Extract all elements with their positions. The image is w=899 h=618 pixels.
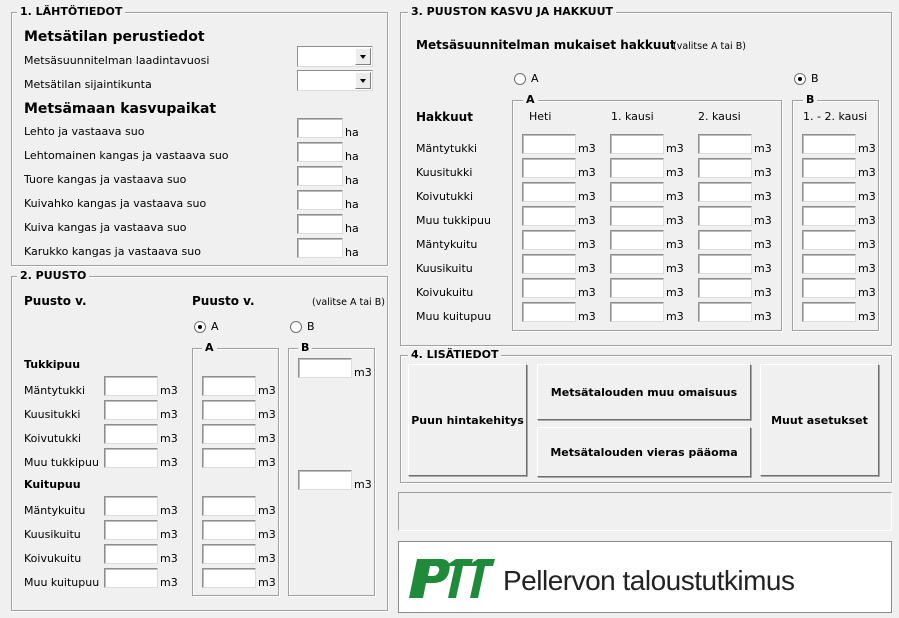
muut-asetukset-button[interactable]: Muut asetukset	[760, 364, 879, 476]
perustiedot-title: Metsätilan perustiedot	[24, 29, 205, 45]
unit-ha: ha	[345, 174, 359, 187]
site-label: Kuiva kangas ja vastaava suo	[24, 221, 187, 234]
kasvupaikat-title: Metsämaan kasvupaikat	[24, 101, 217, 117]
hakkuu-input[interactable]	[522, 206, 576, 226]
unit-m3: m3	[354, 366, 372, 379]
puusto-input[interactable]	[104, 520, 158, 540]
unit-m3: m3	[754, 142, 772, 155]
puusto-a-input[interactable]	[202, 376, 256, 396]
puun-hintakehitys-button[interactable]: Puun hintakehitys	[408, 364, 527, 476]
unit-m3: m3	[666, 190, 684, 203]
unit-m3: m3	[754, 310, 772, 323]
chevron-down-icon[interactable]	[355, 72, 371, 89]
hakkuu-input[interactable]	[522, 182, 576, 202]
unit-m3: m3	[160, 552, 178, 565]
hakkuut-main-title: Metsäsuunnitelman mukaiset hakkuut	[416, 38, 676, 52]
radio-b-label: B	[811, 72, 819, 85]
unit-ha: ha	[345, 198, 359, 211]
hakkuut-label: Hakkuut	[416, 110, 473, 124]
unit-m3: m3	[258, 456, 276, 469]
puusto-input[interactable]	[104, 400, 158, 420]
unit-m3: m3	[160, 384, 178, 397]
hakkuu-row-label: Koivukuitu	[416, 286, 474, 299]
unit-m3: m3	[160, 528, 178, 541]
unit-m3: m3	[754, 166, 772, 179]
puusto-b-input[interactable]	[298, 470, 352, 490]
unit-m3: m3	[578, 262, 596, 275]
hakkuu-input[interactable]	[610, 302, 664, 322]
hakkuut-radio-a[interactable]	[514, 72, 539, 85]
site-area-input[interactable]	[297, 166, 343, 186]
unit-m3: m3	[666, 214, 684, 227]
hakkuu-row-label: Mäntykuitu	[416, 238, 478, 251]
radio-a-label: A	[531, 72, 539, 85]
col-kausi-1-2: 1. - 2. kausi	[803, 110, 868, 123]
radio-a-label: A	[211, 320, 219, 333]
unit-m3: m3	[858, 142, 876, 155]
puusto-row-label: Koivukuitu	[24, 552, 82, 565]
hakkuu-input[interactable]	[802, 278, 856, 298]
hakkuu-row-label: Kuusikuitu	[416, 262, 473, 275]
puusto-input[interactable]	[104, 568, 158, 588]
puusto-radio-b[interactable]	[290, 320, 315, 333]
unit-m3: m3	[666, 286, 684, 299]
unit-m3: m3	[858, 286, 876, 299]
puusto-a-input[interactable]	[202, 520, 256, 540]
unit-m3: m3	[858, 166, 876, 179]
hakkuu-input[interactable]	[802, 206, 856, 226]
unit-m3: m3	[858, 262, 876, 275]
unit-m3: m3	[160, 576, 178, 589]
hakkuut-b-legend: B	[803, 94, 817, 106]
unit-ha: ha	[345, 246, 359, 259]
hakkuu-input[interactable]	[698, 134, 752, 154]
hakkuu-row-label: Kuusitukki	[416, 166, 473, 179]
puusto-legend: 2. PUUSTO	[17, 270, 89, 282]
puusto-row-label: Kuusitukki	[24, 408, 81, 421]
puusto-radio-a[interactable]	[194, 320, 219, 333]
site-label: Kuivahko kangas ja vastaava suo	[24, 197, 207, 210]
hakkuu-input[interactable]	[698, 278, 752, 298]
unit-m3: m3	[258, 504, 276, 517]
puusto-a-input[interactable]	[202, 424, 256, 444]
hakkuu-input[interactable]	[610, 134, 664, 154]
unit-m3: m3	[160, 432, 178, 445]
hakkuu-input[interactable]	[698, 230, 752, 250]
unit-m3: m3	[160, 504, 178, 517]
ptt-logo-icon	[407, 556, 497, 602]
hakkuu-input[interactable]	[610, 254, 664, 274]
chevron-down-icon[interactable]	[355, 48, 371, 65]
hakkuu-input[interactable]	[522, 230, 576, 250]
unit-m3: m3	[754, 214, 772, 227]
radio-selected-icon[interactable]	[794, 73, 806, 85]
puusto-year-label-2: Puusto v.	[192, 294, 255, 308]
puusto-a-legend: A	[202, 342, 217, 354]
unit-m3: m3	[858, 310, 876, 323]
unit-m3: m3	[578, 166, 596, 179]
unit-m3: m3	[258, 384, 276, 397]
lisatiedot-legend: 4. LISÄTIEDOT	[408, 349, 501, 361]
puusto-a-input[interactable]	[202, 400, 256, 420]
puusto-input[interactable]	[104, 448, 158, 468]
puusto-input[interactable]	[104, 496, 158, 516]
unit-ha: ha	[345, 222, 359, 235]
hakkuu-input[interactable]	[802, 182, 856, 202]
puusto-input[interactable]	[104, 376, 158, 396]
unit-m3: m3	[858, 238, 876, 251]
unit-m3: m3	[160, 408, 178, 421]
puusto-row-label: Koivutukki	[24, 432, 82, 445]
unit-m3: m3	[258, 552, 276, 565]
hakkuu-input[interactable]	[610, 206, 664, 226]
hakkuu-input[interactable]	[610, 230, 664, 250]
unit-m3: m3	[578, 214, 596, 227]
hakkuu-input[interactable]	[522, 254, 576, 274]
site-label: Lehto ja vastaava suo	[24, 125, 145, 138]
unit-m3: m3	[258, 408, 276, 421]
puusto-a-input[interactable]	[202, 568, 256, 588]
hakkuu-row-label: Muu kuitupuu	[416, 310, 492, 323]
hakkuu-input[interactable]	[610, 182, 664, 202]
unit-m3: m3	[858, 214, 876, 227]
site-label: Karukko kangas ja vastaava suo	[24, 245, 201, 258]
hakkuu-row-label: Muu tukkipuu	[416, 214, 491, 227]
puusto-a-input[interactable]	[202, 544, 256, 564]
unit-m3: m3	[858, 190, 876, 203]
unit-m3: m3	[258, 528, 276, 541]
puusto-valitse-hint: (valitse A tai B)	[312, 297, 385, 308]
puusto-a-input[interactable]	[202, 496, 256, 516]
site-area-input[interactable]	[297, 190, 343, 210]
radio-selected-icon[interactable]	[194, 321, 206, 333]
radio-b-label: B	[307, 320, 315, 333]
unit-m3: m3	[666, 142, 684, 155]
puusto-row-label: Muu kuitupuu	[24, 576, 100, 589]
hakkuut-legend: 3. PUUSTON KASVU JA HAKKUUT	[408, 6, 616, 18]
laadintavuosi-label: Metsäsuunnitelman laadintavuosi	[24, 54, 210, 67]
puusto-year-label: Puusto v.	[24, 294, 87, 308]
unit-m3: m3	[666, 262, 684, 275]
hakkuu-row-label: Koivutukki	[416, 190, 474, 203]
unit-m3: m3	[666, 238, 684, 251]
unit-m3: m3	[258, 432, 276, 445]
unit-m3: m3	[578, 310, 596, 323]
hakkuu-input[interactable]	[802, 134, 856, 154]
col-kausi-1: 1. kausi	[611, 110, 654, 123]
hakkuu-input[interactable]	[698, 206, 752, 226]
unit-m3: m3	[258, 576, 276, 589]
hakkuu-input[interactable]	[698, 254, 752, 274]
hakkuu-row-label: Mäntytukki	[416, 142, 478, 155]
radio-icon[interactable]	[290, 321, 302, 333]
unit-ha: ha	[345, 150, 359, 163]
ptt-logo-panel	[398, 541, 892, 613]
hakkuu-input[interactable]	[802, 230, 856, 250]
hakkuut-radio-b[interactable]	[794, 72, 819, 85]
site-label: Lehtomainen kangas ja vastaava suo	[24, 149, 229, 162]
unit-ha: ha	[345, 126, 359, 139]
puusto-row-label: Kuusikuitu	[24, 528, 81, 541]
puusto-row-label: Mäntytukki	[24, 384, 86, 397]
hakkuut-valitse-hint: (valitse A tai B)	[673, 41, 746, 52]
site-label: Tuore kangas ja vastaava suo	[24, 173, 187, 186]
hakkuu-input[interactable]	[802, 302, 856, 322]
unit-m3: m3	[754, 262, 772, 275]
puusto-b-input[interactable]	[298, 358, 352, 378]
sijaintikunta-select[interactable]	[297, 70, 373, 91]
hakkuu-input[interactable]	[522, 158, 576, 178]
laadintavuosi-select[interactable]	[297, 46, 373, 67]
puusto-input[interactable]	[104, 544, 158, 564]
puusto-row-label: Mäntykuitu	[24, 504, 86, 517]
unit-m3: m3	[666, 166, 684, 179]
hakkuu-input[interactable]	[610, 278, 664, 298]
ptt-logo-text: Pellervon taloustutkimus	[503, 565, 795, 596]
site-area-input[interactable]	[297, 238, 343, 258]
hakkuu-input[interactable]	[698, 182, 752, 202]
hakkuu-input[interactable]	[522, 278, 576, 298]
status-box	[398, 492, 892, 531]
tukkipuu-title: Tukkipuu	[24, 358, 81, 371]
muu-omaisuus-button[interactable]: Metsätalouden muu omaisuus	[537, 364, 751, 420]
unit-m3: m3	[578, 286, 596, 299]
hakkuu-input[interactable]	[698, 302, 752, 322]
hakkuut-a-legend: A	[523, 94, 538, 106]
vieras-paaoma-button[interactable]: Metsätalouden vieras pääoma	[537, 427, 751, 477]
puusto-a-input[interactable]	[202, 448, 256, 468]
radio-icon[interactable]	[514, 73, 526, 85]
hakkuu-input[interactable]	[610, 158, 664, 178]
kuitupuu-title: Kuitupuu	[24, 478, 81, 491]
unit-m3: m3	[354, 478, 372, 491]
unit-m3: m3	[754, 286, 772, 299]
site-area-input[interactable]	[297, 142, 343, 162]
unit-m3: m3	[754, 238, 772, 251]
sijaintikunta-label: Metsätilan sijaintikunta	[24, 78, 152, 91]
site-area-input[interactable]	[297, 214, 343, 234]
unit-m3: m3	[666, 310, 684, 323]
puusto-row-label: Muu tukkipuu	[24, 456, 99, 469]
unit-m3: m3	[578, 190, 596, 203]
hakkuu-input[interactable]	[698, 158, 752, 178]
unit-m3: m3	[754, 190, 772, 203]
col-heti: Heti	[529, 110, 552, 123]
hakkuu-input[interactable]	[802, 158, 856, 178]
hakkuu-input[interactable]	[802, 254, 856, 274]
hakkuu-input[interactable]	[522, 302, 576, 322]
site-area-input[interactable]	[297, 118, 343, 138]
unit-m3: m3	[578, 238, 596, 251]
col-kausi-2: 2. kausi	[698, 110, 741, 123]
puusto-b-legend: B	[298, 342, 312, 354]
lahtotiedot-legend: 1. LÄHTÖTIEDOT	[17, 6, 125, 18]
unit-m3: m3	[160, 456, 178, 469]
hakkuu-input[interactable]	[522, 134, 576, 154]
unit-m3: m3	[578, 142, 596, 155]
puusto-input[interactable]	[104, 424, 158, 444]
